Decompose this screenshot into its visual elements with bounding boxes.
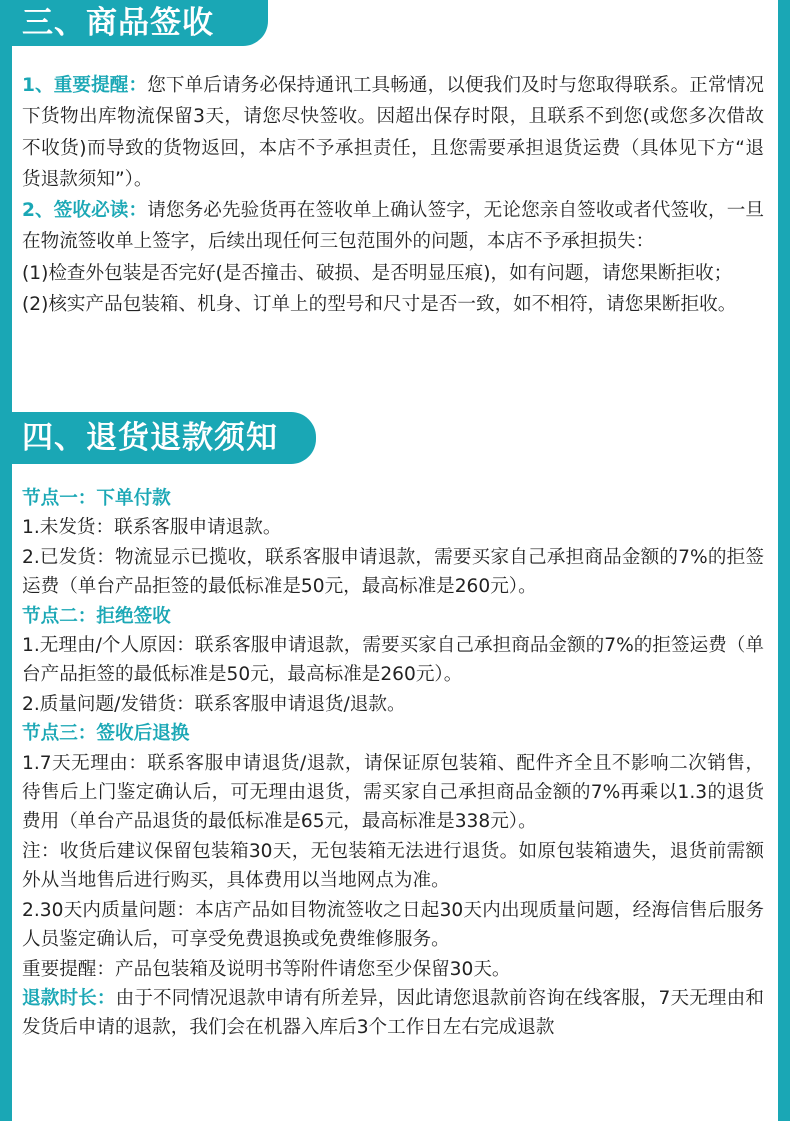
sign-must-read-text: 请您务必先验货再在签收单上确认签字，无论您亲自签收或者代签收，一旦在物流签收单上签字，后续出现任何三包范围外的问题，本店不予承担损失： <box>22 200 764 253</box>
important-reminder-paragraph <box>22 70 764 195</box>
node3-item1: 1.7天无理由：联系客服申请退货/退款，请保证原包装箱、配件齐全且不影响二次销售，待售后上门鉴定确认后，可无理由退货，需买家自己承担商品金额的7%再乘以1.3的退货费用（单台产品退货的最低标准是65元，最高标准是338元）。 <box>22 752 764 833</box>
verify-model-item: (2)核实产品包装箱、机身、订单上的型号和尺寸是否一致，如不相符，请您果断拒收。 <box>22 294 737 316</box>
refund-time-text: 由于不同情况退款申请有所差异，因此请您退款前咨询在线客服，7天无理由和发货后申请的退款，我们会在机器入库后3个工作日左右完成退款 <box>22 987 764 1039</box>
left-frame-bar <box>0 0 12 1121</box>
refund-time-paragraph <box>22 984 764 1043</box>
node3-note: 注：收货后建议保留包装箱30天，无包装箱无法进行退货。如原包装箱遗失，退货前需额外从当地售后进行购买，具体费用以当地网点为准。 <box>22 840 764 892</box>
node1-item1: 1.未发货：联系客服申请退款。 <box>22 517 282 539</box>
section-header-return-refund: 四、退货退款须知 <box>0 412 316 464</box>
node1-item2: 2.已发货：物流显示已揽收，联系客服申请退款，需要买家自己承担商品金额的7%的拒签运费（单台产品拒签的最低标准是50元，最高标准是260元）。 <box>22 546 764 598</box>
node2-label: 节点二：拒绝签收 <box>22 605 171 627</box>
sign-must-read-paragraph <box>22 195 764 258</box>
refund-time-label: 退款时长： <box>22 987 116 1009</box>
node1-label: 节点一：下单付款 <box>22 488 171 509</box>
section-header-sign-for-goods: 三、商品签收 <box>0 0 268 46</box>
node2-item2: 2.质量问题/发错货：联系客服申请退货/退款。 <box>22 693 406 715</box>
node3-item2: 2.30天内质量问题：本店产品如目物流签收之日起30天内出现质量问题，经海信售后服务人员鉴定确认后，可享受免费退换或免费维修服务。 <box>22 899 764 951</box>
right-frame-bar <box>778 0 790 1121</box>
return-refund-content <box>22 484 764 1043</box>
important-reminder-text: 您下单后请务必保持通讯工具畅通，以便我们及时与您取得联系。正常情况下货物出库物流保留3天，请您尽快签收。因超出保存时限，且联系不到您(或您多次借故不收货)而导致的货物返回，本店不予承担责任，且您需要承担退货运费（具体见下方“退货退款须知”）。 <box>22 75 764 190</box>
sign-must-read-label: 2、签收必读： <box>22 200 148 222</box>
important-reminder-label: 1、重要提醒： <box>22 75 148 96</box>
node3-label: 节点三：签收后退换 <box>22 723 190 745</box>
sign-for-goods-content <box>22 70 764 320</box>
node2-item1: 1.无理由/个人原因：联系客服申请退款，需要买家自己承担商品金额的7%的拒签运费（单台产品拒签的最低标准是50元，最高标准是260元）。 <box>22 635 764 686</box>
node3-reminder: 重要提醒：产品包装箱及说明书等附件请您至少保留30天。 <box>22 958 511 980</box>
check-package-item: (1)检查外包装是否完好(是否撞击、破损、是否明显压痕)，如有问题，请您果断拒收； <box>22 262 733 284</box>
